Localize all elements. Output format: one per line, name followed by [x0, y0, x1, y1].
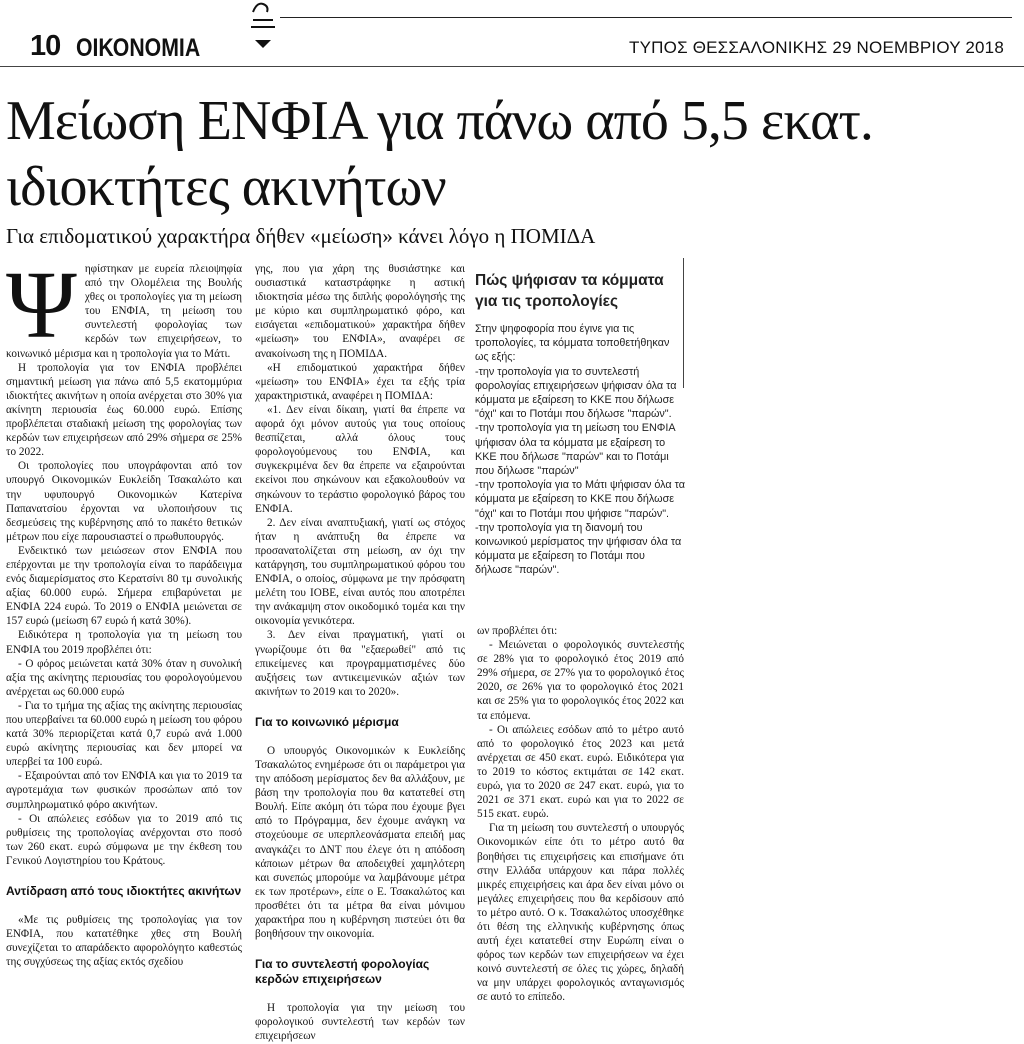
article-column-1 — [6, 251, 242, 969]
paragraph: - Ο φόρος μειώνεται κατά 30% όταν η συνολική αξία της ακίνητης περιουσίας του φορολογούμενου ανέρχεται ως 60.000 ευρώ — [6, 657, 242, 698]
drop-cap: Ψ — [6, 251, 77, 358]
section-title: ΟΙΚΟΝΟΜΙΑ — [76, 34, 201, 62]
sidebar-vote-item: -την τροπολογία για το Μάτι ψήφισαν όλα τα κόμματα με εξαίρεση το ΚΚΕ που δήλωσε "όχι" και το Ποτάμι που ψήφισε "παρών". — [475, 479, 685, 520]
paragraph: - Για το τμήμα της αξίας της ακίνητης περιουσίας που υπερβαίνει τα 60.000 ευρώ η μείωση του φόρου κατά 30% περιορίζεται κατά 0,7 ευρώ ανά 1.000 ευρώ ακίνητης περιουσίας και δεν μπορεί να υπερβεί τα 100 ευρώ. — [6, 699, 242, 769]
paragraph: Ειδικότερα η τροπολογία για τη μείωση του ΕΝΦΙΑ του 2019 προβλέπει ότι: — [6, 629, 242, 656]
header-top-rule — [280, 17, 1012, 18]
paragraph: Οι τροπολογίες που υπογράφονται από τον υπουργό Οικονομικών Ευκλείδη Τσακαλώτο και την υφυπουργό Οικονομικών Κατερίνα Παπανατσίου έρχονται να υλοποιήσουν τις δεσμεύσεις της κυβέρνησης από το πακέτο θετικών μέτρων που είχε παρουσιαστεί ο πρωθυπουργός. — [6, 460, 242, 543]
paragraph: «Η επιδοματικού χαρακτήρα δήθεν «μείωση» του ΕΝΦΙΑ» έχει τα εξής τρία χαρακτηριστικά, αναφέρει η ΠΟΜΙΔΑ: — [255, 361, 465, 402]
publication-name: ΤΥΠΟΣ ΘΕΣΣΑΛΟΝΙΚΗΣ — [629, 38, 828, 57]
lead-paragraph — [6, 251, 242, 361]
article-column-2 — [255, 262, 465, 1044]
paragraph: Η τροπολογία για την μείωση του φορολογικού συντελεστή των κερδών των επιχειρήσεων — [255, 1002, 465, 1043]
sidebar-vote-item: -την τροπολογία για τη διανομή του κοινωνικού μερίσματος την ψήφισαν όλα τα κόμματα με εξαίρεση το Ποτάμι που δήλωσε "παρών". — [475, 521, 682, 577]
paragraph: - Μειώνεται ο φορολογικός συντελεστής σε 28% για το φορολογικό έτος 2019 από 29% σήμερα, σε 27% για το φορολογικό έτος 2020, σε 26% για το φορολογικό έτος 2021 και σε 25% για το φορολογικός έτος 2022 και τα επόμενα. — [477, 639, 684, 722]
header-bottom-rule — [0, 66, 1024, 67]
sidebar-intro: Στην ψηφοφορία που έγινε για τις τροπολογίες, τα κόμματα τοποθετήθηκαν ως εξής: — [475, 323, 670, 364]
sidebar-body — [475, 322, 685, 578]
paragraph: Ενδεικτικό των μειώσεων στον ΕΝΦΙΑ που επέρχονται με την τροπολογία είναι το παράδειγμα ενός διαμερίσματος στο Κερατσίνι 80 τμ συνολικής αξίας 60.000 ευρώ. Σήμερα επιβαρύνεται με ΕΝΦΙΑ 224 ευρώ. Το 2019 ο ΕΝΦΙΑ μειώνεται σε 157 ευρώ (μείωση 67 ευρώ ή κατά 30%). — [6, 544, 242, 628]
sidebar-vote-item: -την τροπολογία για το συντελεστή φορολογίας επιχειρήσεων ψήφισαν όλα τα κόμματα με εξαίρεση το ΚΚΕ που δήλωσε "όχι" και το Ποτάμι που δήλωσε "παρών". — [475, 365, 677, 421]
paragraph: - Οι απώλειες εσόδων για το 2019 από τις ρυθμίσεις της τροπολογίας ανέρχονται στο ποσό των 260 εκατ. ευρώ σύμφωνα με την έκθεση του Γενικού Λογιστηρίου του Κράτους. — [6, 812, 242, 867]
publication-info — [629, 38, 1004, 58]
lead-text: ηφίστηκαν με ευρεία πλειοψηφία από την Ολομέλεια της Βουλής χθες οι τροπολογίες για τη μείωση του ΕΝΦΙΑ, τη μείωση του συντελεστή φορολογίας των κερδών των επιχειρήσεων, το κοινωνικό μέρισμα και η τροπολογία για το Μάτι. — [6, 263, 242, 360]
sidebar-vote-item: -την τροπολογία για τη μείωση του ΕΝΦΙΑ ψήφισαν όλα τα κόμματα με εξαίρεση το ΚΚΕ που δήλωσε "παρών" και το Ποτάμι που δήλωσε "παρών" — [475, 422, 675, 478]
paragraph: 2. Δεν είναι αναπτυξιακή, γιατί ως στόχος ήταν η ανάπτυξη θα έπρεπε να προσανατολίζεται στη μείωση, αν όχι την κατάργηση, του συμπληρωματικού φόρου του ΕΝΦΙΑ, ο οποίος, σύμφωνα με την πρόσφατη μελέτη του ΙΟΒΕ, είναι αυτός που αποτρέπει την ανάκαμψη στον οικοδομικό τομέα και την οικονομία γενικότερα. — [255, 516, 465, 628]
paragraph: «Με τις ρυθμίσεις της τροπολογίας για τον ΕΝΦΙΑ, που κατατέθηκε χθες στη Βουλή συνεχίζεται το απαράδεκτο αφορολόγητο καθεστώς της συγχύσεως της αξίας εκτός σχεδίου — [6, 914, 242, 969]
paragraph: γης, που για χάρη της θυσιάστηκε και ουσιαστικά καταστράφηκε η αστική ιδιοκτησία μέσω της διπλής φορολόγησής της με κύριο και συμπληρωματικό φόρο, και εισάγεται «επιδοματικού» χαρακτήρα δήθεν «μείωση» του ΕΝΦΙΑ», αναφέρει σε ανακοίνωση της η ΠΟΜΙΔΑ. — [255, 263, 465, 360]
paragraph: «1. Δεν είναι δίκαιη, γιατί θα έπρεπε να αφορά όχι μόνον αυτούς για τους οποίους θεσπίζεται, αλλά όλους τους φορολογούμενους του ΕΝΦΙΑ, και συγκεκριμένα δεν θα έπρεπε να εξαιρούνται εκείνοι που σηκώνουν και εξακολουθούν να σηκώνουν το τεράστιο φορολογικό βάρος του ΕΝΦΙΑ. — [255, 403, 465, 515]
paragraph: 3. Δεν είναι πραγματική, γιατί οι γνωρίζουμε ότι θα "εξαερωθεί" από τις επικείμενες και προγραμματισμένες δύο αυξήσεις των αντικειμενικών αξιών των ακινήτων το 2019 και το 2020». — [255, 629, 465, 698]
sidebar-title: Πώς ψήφισαν τα κόμματα για τις τροπολογίες — [475, 272, 664, 310]
page-number: 10 — [30, 30, 61, 62]
headline-line-2: ιδιοκτήτες ακινήτων — [6, 156, 446, 218]
paragraph: Για τη μείωση του συντελεστή ο υπουργός Οικονομικών είπε ότι το μέτρο αυτό θα βοηθήσει τις επιχειρήσεις και επισήμανε ότι στην Ελλάδα υπάρχουν και πάρα πολλές μικρές επιχειρήσεις και άρα δεν είναι μόνο οι μεγάλες επιχειρήσεις που θα κερδίσουν από το μέτρο αυτό. Ο κ. Τσακαλώτος υποσχέθηκε ότι θέση της ελληνικής κυβέρνησης όπως αυτή έχει κατατεθεί στην Ευρώπη είναι ο φόρος των κερδών των επιχειρήσεων να έχει κοινό συντελεστή σε όλες τις χώρες, δηλαδή να μην υπάρχει φορολογικός ανταγωνισμός σε αυτό το επίπεδο. — [477, 822, 684, 1004]
article-headline — [6, 88, 1016, 220]
sidebar-box — [475, 262, 685, 614]
article-column-3 — [477, 624, 684, 1005]
paragraph: Ο υπουργός Οικονομικών κ Ευκλείδης Τσακαλώτος ενημέρωσε ότι οι παράμετροι για την απόδοση μερίσματος δεν θα αλλάξουν, με βάση την τροπολογία που θα κατατεθεί στη Βουλή. Είπε ακόμη ότι τώρα που έχουμε βγει από το Πρόγραμμα, δεν έχουμε ανάγκη να στοχεύουμε σε υπερπλεονάσματα επειδή μας αναγκάζει το ΔΝΤ που έλεγε ότι η απόδοση κάποιων μέτρων θα αποδειχθεί χαμηλότερη και συνεπώς μπορούμε να λαμβάνουμε μέτρα εκ των προτέρων», είπε ο Ε. Τσακαλώτος και προσθέτει ότι τα μέτρα θα είναι μόνιμου χαρακτήρα που η κυβέρνηση πιστεύει ότι θα βοηθήσουν την οικονομία. — [255, 744, 465, 941]
paragraph: Η τροπολογία για τον ΕΝΦΙΑ προβλέπει σημαντική μείωση για πάνω από 5,5 εκατομμύρια ιδιοκτήτες ακινήτων η οποία ανέρχεται στο 30% για ακίνητη περιουσία έως 60.000 ευρώ. Επίσης προβλέπεται σταδιακή μείωση της φορολογίας των κερδών των επιχειρήσεων από 29% σήμερα σε 25% το 2022. — [6, 361, 242, 459]
page-header — [0, 0, 1024, 70]
headline-line-1: Μείωση ΕΝΦΙΑ για πάνω από 5,5 εκατ. — [6, 90, 873, 152]
paragraph: - Εξαιρούνται από τον ΕΝΦΙΑ και για το 2019 τα αγροτεμάχια των φυσικών προσώπων από τον συμπληρωματικό φόρο ακινήτων. — [6, 770, 242, 811]
section-heading-corporate-tax: Για το συντελεστή φορολογίας κερδών επιχειρήσεων — [255, 957, 430, 987]
paragraph: - Οι απώλειες εσόδων από το μέτρο αυτό από το φορολογικό έτος 2023 και μετά ανέρχεται σε 450 εκατ. ευρώ. Ειδικότερα για το 2019 το κόστος εκτιμάται σε 142 εκατ. ευρώ, για το 2020 σε 247 εκατ. ευρώ, για το 2021 σε 371 εκατ. ευρώ και για το 2022 σε 515 εκατ. ευρώ. — [477, 723, 684, 821]
article-subtitle: Για επιδοματικού χαρακτήρα δήθεν «μείωση» κάνει λόγο η ΠΟΜΙΔΑ — [6, 224, 596, 248]
newspaper-logo-icon — [247, 0, 277, 50]
section-heading-reaction: Αντίδραση από τους ιδιοκτήτες ακινήτων — [6, 884, 242, 899]
publication-date: 29 ΝΟΕΜΒΡΙΟΥ 2018 — [832, 38, 1004, 57]
section-heading-social-dividend: Για το κοινωνικό μέρισμα — [255, 714, 399, 729]
paragraph: ων προβλέπει ότι: — [477, 625, 558, 637]
